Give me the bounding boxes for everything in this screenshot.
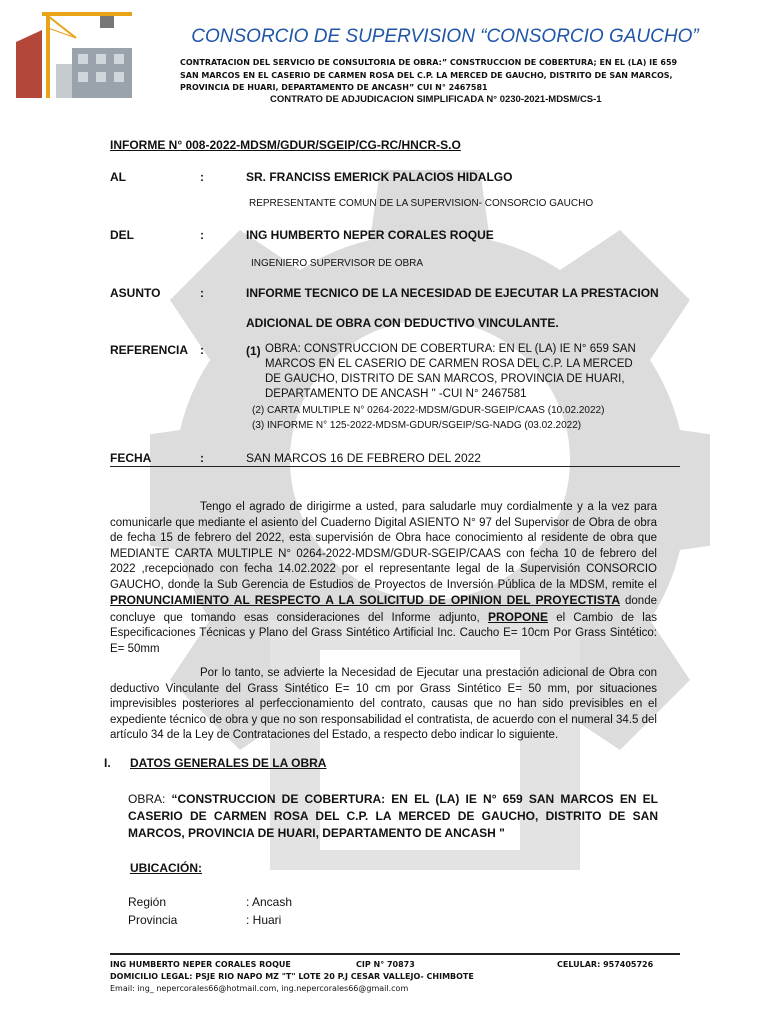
paragraph-1-bold-propone: PROPONE bbox=[487, 609, 548, 624]
footer-cip: CIP N° 70873 bbox=[356, 960, 415, 969]
asunto-line-1: INFORME TECNICO DE LA NECESIDAD DE EJECUTAR LA PRESTACION bbox=[246, 286, 659, 300]
ref-1-line-2: MARCOS EN EL CASERIO DE CARMEN ROSA DEL C.P. LA MERCED bbox=[265, 358, 633, 370]
consortium-title: CONSORCIO DE SUPERVISION “CONSORCIO GAUCHO” bbox=[191, 26, 699, 47]
section-title: DATOS GENERALES DE LA OBRA bbox=[130, 756, 327, 770]
provincia-label: Provincia bbox=[128, 913, 178, 927]
footer-email: Email: ing_ nepercorales66@hotmail.com, ing.nepercorales66@gmail.com bbox=[110, 984, 409, 993]
paragraph-1-text-c: el Cambio de las Especificaciones Técnicas y Plano del Grass Sintético Artificial Inc. Caucho E= 10cm Por Grass Sintético: E= 50mm bbox=[110, 611, 657, 655]
asunto-line-2: ADICIONAL DE OBRA CON DEDUCTIVO VINCULANTE. bbox=[246, 316, 559, 330]
ref-1-number: (1) bbox=[246, 344, 261, 358]
ref-3: (3) INFORME N° 125-2022-MDSM-GDUR/SGEIP/SG-NADG (03.02.2022) bbox=[252, 420, 582, 431]
al-value: SR. FRANCISS EMERICK PALACIOS HIDALGO bbox=[246, 170, 513, 184]
fecha-value: SAN MARCOS 16 DE FEBRERO DEL 2022 bbox=[246, 451, 481, 465]
contract-number: CONTRATO DE ADJUDICACION SIMPLIFICADA N° 0230-2021-MDSM/CS-1 bbox=[270, 94, 602, 105]
del-subtitle: INGENIERO SUPERVISOR DE OBRA bbox=[251, 258, 424, 269]
del-value: ING HUMBERTO NEPER CORALES ROQUE bbox=[246, 228, 494, 242]
provincia-value: : Huari bbox=[246, 913, 282, 927]
ref-2: (2) CARTA MULTIPLE N° 0264-2022-MDSM/GDUR-SGEIP/CAAS (10.02.2022) bbox=[252, 405, 605, 416]
paragraph-2: Por lo tanto, se advierte la Necesidad de Ejecutar una prestación adicional de Obra con deductivo Vinculante del Grass Sintético E= 10 cm por Grass Sintético E= 50 mm, por situaciones imprevisibles posteriores al perfeccionamiento del contrato, causas que no han sido previsibles en el expediente técnico de obra y que no son responsabilidad el contratista, de acuerdo con el numeral 34.5 del artículo 34 de la Ley de Contrataciones del Estado, a respecto debo indicar lo siguiente. bbox=[110, 667, 657, 741]
region-value: : Ancash bbox=[246, 895, 293, 909]
report-title: INFORME N° 008-2022-MDSM/GDUR/SGEIP/CG-RC/HNCR-S.O bbox=[110, 138, 461, 152]
del-colon: : bbox=[200, 228, 204, 242]
referencia-colon: : bbox=[200, 343, 204, 357]
asunto-colon: : bbox=[200, 286, 204, 300]
header-line-3: PROVINCIA DE HUARI, DEPARTAMENTO DE ANCASH” CUI N° 2467581 bbox=[180, 83, 488, 92]
obra-block bbox=[128, 791, 658, 842]
footer-domicilio: DOMICILIO LEGAL: PSJE RIO NAPO MZ "T" LOTE 20 P.J CESAR VALLEJO- CHIMBOTE bbox=[110, 972, 474, 981]
fecha-divider bbox=[110, 466, 680, 467]
asunto-label: ASUNTO bbox=[110, 286, 161, 300]
section-number: I. bbox=[104, 756, 111, 770]
header-line-2: SAN MARCOS EN EL CASERIO DE CARMEN ROSA DEL C.P. LA MERCED DE GAUCHO, DISTRITO DE SAN MARCOS, bbox=[180, 71, 673, 80]
obra-label: OBRA: bbox=[128, 792, 172, 806]
fecha-label: FECHA bbox=[110, 451, 152, 465]
footer-divider bbox=[110, 953, 680, 955]
al-colon: : bbox=[200, 170, 204, 184]
fecha-colon: : bbox=[200, 451, 204, 465]
referencia-label: REFERENCIA bbox=[110, 343, 189, 357]
region-label: Región bbox=[128, 895, 167, 909]
paragraph-1-text-b: donde concluye que tomando esas consideraciones del Informe adjunto, bbox=[110, 595, 657, 624]
ref-1-line-3: DE GAUCHO, DISTRITO DE SAN MARCOS, PROVINCIA DE HUARI, bbox=[265, 373, 625, 385]
del-label: DEL bbox=[110, 228, 134, 242]
ref-1-line-4: DEPARTAMENTO DE ANCASH " -CUI N° 2467581 bbox=[265, 388, 527, 400]
paragraph-1 bbox=[110, 500, 657, 657]
ubicacion-heading: UBICACIÓN: bbox=[130, 861, 202, 875]
header-line-1: CONTRATACION DEL SERVICIO DE CONSULTORIA DE OBRA:” CONSTRUCCION DE COBERTURA; EN EL (LA) IE 659 bbox=[180, 58, 678, 67]
footer-name: ING HUMBERTO NEPER CORALES ROQUE bbox=[110, 960, 291, 969]
al-subtitle: REPRESENTANTE COMUN DE LA SUPERVISION- CONSORCIO GAUCHO bbox=[249, 198, 594, 209]
ref-1-line-1: OBRA: CONSTRUCCION DE COBERTURA: EN EL (LA) IE N° 659 SAN bbox=[265, 343, 636, 355]
obra-value: “CONSTRUCCION DE COBERTURA: EN EL (LA) IE N° 659 SAN MARCOS EN EL CASERIO DE CARMEN ROSA DEL C.P. LA MERCED DE GAUCHO, DISTRITO DE SAN MARCOS, PROVINCIA DE HUARI, DEPARTAMENTO DE ANCASH " bbox=[128, 792, 658, 840]
paragraph-1-text-a: Tengo el agrado de dirigirme a usted, para saludarle muy cordialmente y a la vez para comunicarle que mediante el asiento del Cuaderno Digital ASIENTO N° 97 del Supervisor de Obra de obra de fecha 15 de febrero del 2022, esta supervisión de Obra hace conocimiento al residente de obra que MEDIANTE CARTA MULTIPLE N° 0264-2022-MDSM/GDUR-SGEIP/CAAS con fecha 10 de febrero del 2022 ,recepcionado con fecha 14.02.2022 por el representante legal de la Supervisión CONSORCIO GAUCHO, donde la Sub Gerencia de Estudios de Proyectos de Inversión Pública de la MDSM, remite el bbox=[110, 501, 657, 591]
construction-logo-icon bbox=[12, 8, 152, 100]
footer-celular: CELULAR: 957405726 bbox=[557, 960, 654, 969]
paragraph-1-bold: PRONUNCIAMIENTO AL RESPECTO A LA SOLICITUD DE OPINION DEL PROYECTISTA bbox=[110, 593, 621, 607]
al-label: AL bbox=[110, 170, 126, 184]
